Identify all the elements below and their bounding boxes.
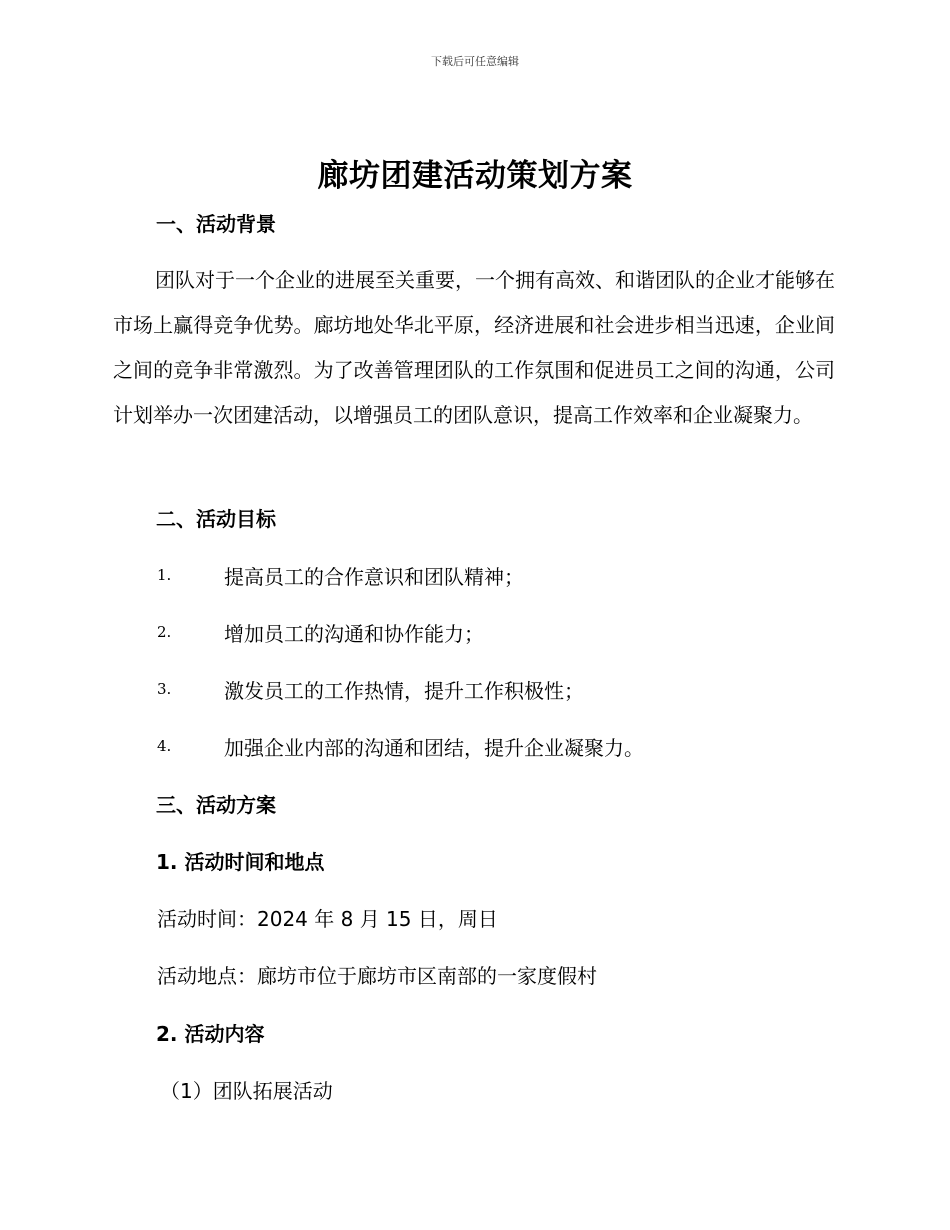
section-heading-goals: 二、活动目标 (156, 507, 276, 531)
section-heading-plan: 三、活动方案 (156, 793, 276, 817)
goal-number-2: 2. (157, 623, 172, 641)
subheading-time-place: 1. 活动时间和地点 (156, 850, 325, 874)
goal-number-1: 1. (157, 566, 172, 584)
content-item-1: （1）团队拓展活动 (160, 1079, 333, 1103)
goal-text-2: 增加员工的沟通和协作能力； (224, 622, 484, 646)
subheading-content: 2. 活动内容 (156, 1022, 265, 1046)
goal-text-4: 加强企业内部的沟通和团结，提升企业凝聚力。 (224, 736, 644, 760)
goal-text-1: 提高员工的合作意识和团队精神； (224, 565, 524, 589)
goal-number-3: 3. (157, 680, 172, 698)
background-paragraph: 团队对于一个企业的进展至关重要，一个拥有高效、和谐团队的企业才能够在市场上赢得竞争优势。廊坊地处华北平原，经济进展和社会进步相当迅速，企业间之间的竞争非常激烈。为了改善管理团队的工作氛围和促进员工之间的沟通，公司计划举办一次团建活动，以增强员工的团队意识，提高工作效率和企业凝聚力。 (113, 268, 835, 427)
goal-number-4: 4. (157, 737, 172, 755)
activity-place: 活动地点：廊坊市位于廊坊市区南部的一家度假村 (157, 964, 597, 988)
goal-text-3: 激发员工的工作热情，提升工作积极性； (224, 679, 584, 703)
document-title: 廊坊团建活动策划方案 (317, 158, 633, 194)
activity-time: 活动时间：2024 年 8 月 15 日，周日 (157, 907, 498, 931)
header-note: 下载后可任意编辑 (431, 55, 519, 68)
section-heading-background: 一、活动背景 (156, 212, 276, 236)
